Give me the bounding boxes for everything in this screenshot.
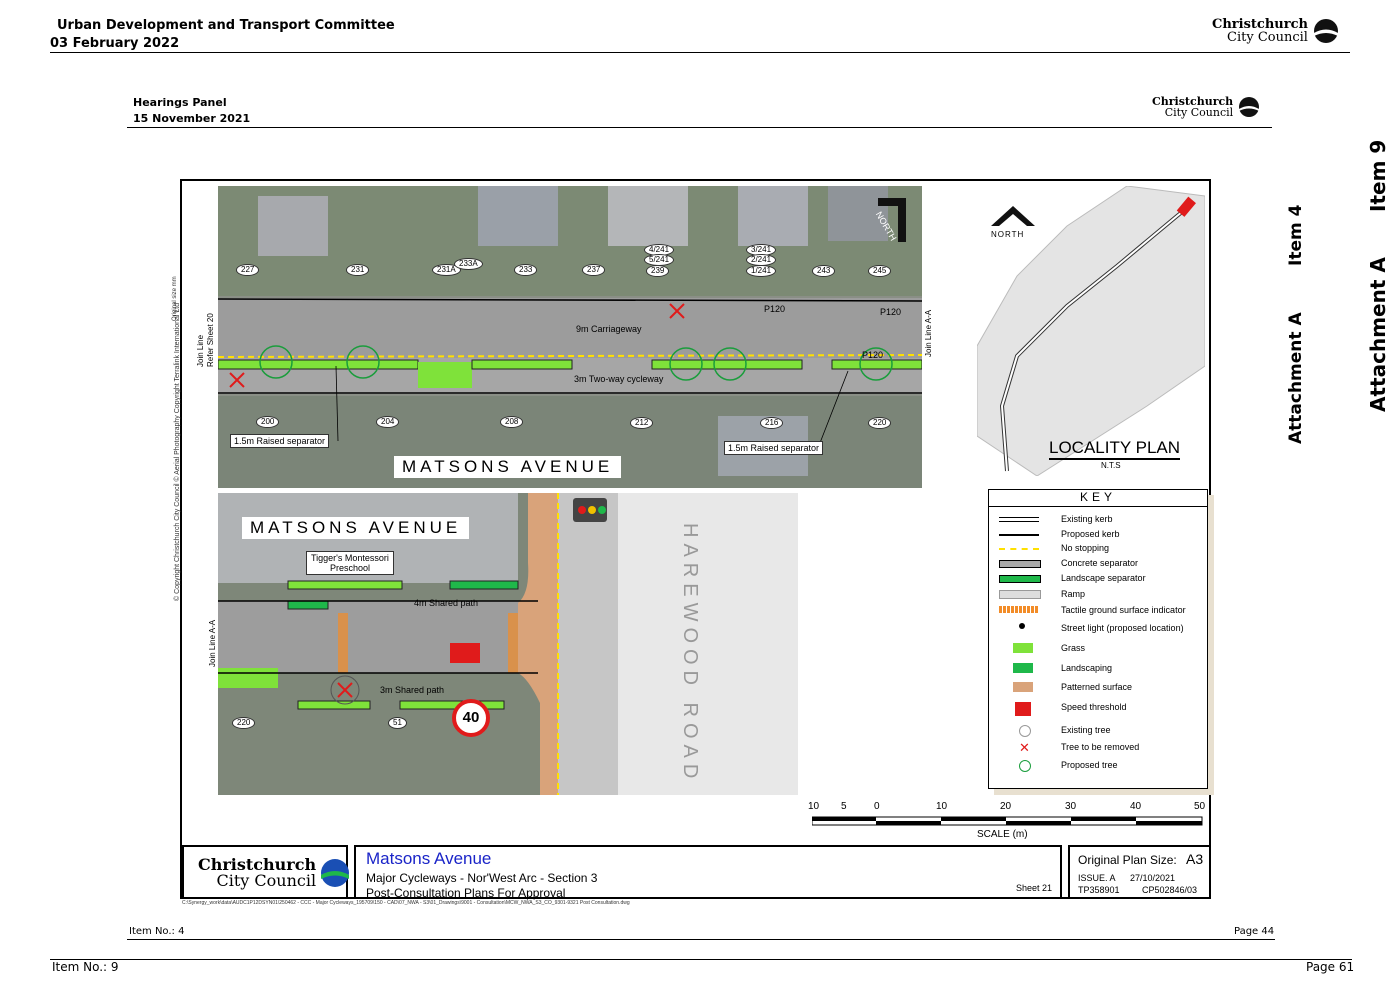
key-label: Street light (proposed location): [1061, 623, 1184, 633]
ccc-emblem-plan-icon: [319, 858, 351, 888]
grass-icon: [1013, 643, 1033, 653]
p120-label: P120: [880, 307, 902, 317]
key-label: Grass: [1061, 643, 1086, 653]
house-number: 220: [868, 417, 891, 429]
key-label: Speed threshold: [1061, 702, 1127, 712]
separator-callout-right: 1.5m Raised separator: [724, 441, 823, 455]
scale-tick: 5: [841, 801, 847, 812]
no-stopping-icon: [999, 548, 1039, 550]
landscaping-icon: [1013, 663, 1033, 673]
speed-limit-sign: 40: [452, 699, 490, 737]
side-item-outer: Item 9: [1366, 139, 1390, 212]
logo-plan-line2: City Council: [216, 871, 317, 890]
shared-path-4m: 4m Shared path: [414, 598, 479, 608]
concrete-separator-icon: [999, 560, 1041, 568]
house-number: 227: [236, 264, 259, 276]
top-aerial: [218, 186, 922, 488]
title-block-info: [1068, 845, 1211, 899]
scale-tick: 50: [1194, 801, 1206, 812]
key-label: Existing tree: [1061, 725, 1111, 735]
sheet-number: Sheet 21: [1015, 883, 1052, 893]
proposed-kerb-icon: [999, 534, 1039, 536]
panel-date: 15 November 2021: [133, 112, 251, 125]
tree-removed-icon: ✕: [1019, 740, 1030, 755]
existing-kerb-icon: [999, 517, 1039, 522]
house-number: 237: [582, 264, 605, 276]
patterned-surface-icon: [1013, 682, 1033, 692]
side-item-inner: Item 4: [1286, 204, 1306, 266]
key-label: Landscape separator: [1061, 573, 1146, 583]
landscape-separator-icon: [999, 575, 1041, 583]
key-item: [989, 605, 1207, 621]
key-legend: [988, 489, 1208, 789]
house-number: 51: [388, 717, 407, 729]
logo-line2: City Council: [1227, 30, 1308, 45]
join-line-right: Join Line A-A: [924, 309, 933, 357]
file-path: C:\Synergy_work\data\AUDC1P12DSYN01\250462 - CCC - Major Cycleways_195709\150 - CAD\07_NWA - S3\01_Drawings\9001 - Consultation\MCW_NWA_S3_CO_9301-9321 Post Consultation.dwg: [182, 900, 630, 906]
top-street-name: MATSONS AVENUE: [394, 456, 621, 478]
panel-title: Hearings Panel: [133, 96, 227, 109]
footer-outer-rule: [50, 959, 1352, 960]
locality-plan: [977, 186, 1205, 476]
house-number: 204: [376, 416, 399, 428]
logo-inner-line2: City Council: [1164, 106, 1234, 119]
orig-size-label: Original Plan Size:: [1078, 853, 1177, 867]
house-number: 2/241: [746, 254, 776, 266]
house-number: 5/241: [644, 254, 674, 266]
key-item: [989, 623, 1207, 639]
key-label: Existing kerb: [1061, 514, 1113, 524]
house-number: 4/241: [644, 244, 674, 256]
house-number: 208: [500, 416, 523, 428]
ccc-emblem-icon: [1311, 18, 1341, 44]
scale-tick: 20: [1000, 801, 1012, 812]
speed-threshold-icon: [1015, 702, 1031, 716]
house-number: 216: [760, 417, 783, 429]
scale-bar: [808, 801, 1206, 841]
footer-outer-item: Item No.: 9: [52, 960, 119, 974]
scale-tick: 10: [936, 801, 948, 812]
key-item: [989, 742, 1207, 758]
bottom-aerial: [218, 493, 798, 795]
footer-inner-page: Page 44: [1234, 926, 1275, 937]
cycleway-label: 3m Two-way cycleway: [574, 374, 664, 384]
key-label: Tactile ground surface indicator: [1061, 605, 1186, 615]
scale-bar-drawing: [812, 815, 1204, 829]
ccc-emblem-inner-icon: [1236, 96, 1262, 118]
logo-plan-line1: Christchurch: [198, 855, 317, 874]
key-item: [989, 543, 1207, 559]
key-title: KEY: [989, 490, 1207, 507]
house-number: 220: [232, 717, 255, 729]
orig-size-value: A3: [1186, 851, 1204, 867]
side-attachment-inner: Attachment A: [1286, 312, 1306, 444]
tp-number: TP358901: [1078, 885, 1120, 895]
copyright-note: © Copyright Christchurch City Council © Aerial Photography Copyright Terralink International Ltd: [174, 302, 181, 601]
house-number: 233A: [454, 258, 483, 270]
house-number: 212: [630, 417, 653, 429]
street-light-icon: [1019, 623, 1025, 629]
key-label: Patterned surface: [1061, 682, 1133, 692]
key-label: Proposed tree: [1061, 760, 1118, 770]
key-label: Concrete separator: [1061, 558, 1139, 568]
cp-number: CP502846/03: [1142, 885, 1198, 895]
house-number: 231: [346, 264, 369, 276]
bottom-street-name: MATSONS AVENUE: [242, 517, 469, 539]
locality-title: LOCALITY PLAN: [1049, 438, 1180, 460]
issue-date: 27/10/2021: [1130, 873, 1176, 883]
p120-label: P120: [764, 304, 786, 314]
project-title: Matsons Avenue: [366, 849, 492, 868]
issue-label: ISSUE. A: [1078, 873, 1116, 883]
scale-tick: 40: [1130, 801, 1142, 812]
key-label: Ramp: [1061, 589, 1086, 599]
existing-tree-icon: [1019, 725, 1031, 737]
scale-label: SCALE (m): [977, 829, 1028, 840]
tactile-indicator-icon: [999, 606, 1039, 613]
key-item: [989, 760, 1207, 776]
footer-inner-item: Item No.: 4: [129, 926, 185, 937]
p120-label: P120: [862, 350, 884, 360]
key-item: [989, 573, 1207, 589]
proposed-tree-icon: [1019, 760, 1031, 772]
house-number: 243: [812, 265, 835, 277]
title-block-main: [354, 845, 1062, 899]
house-number: 245: [868, 265, 891, 277]
key-label: Landscaping: [1061, 663, 1113, 673]
preschool-label: Tigger's Montessori Preschool: [306, 551, 394, 575]
locality-north: NORTH: [991, 230, 1025, 239]
key-item: [989, 682, 1207, 698]
key-item: [989, 643, 1207, 659]
committee-date: 03 February 2022: [50, 36, 180, 51]
key-label: Tree to be removed: [1061, 742, 1140, 752]
scale-tick: 0: [874, 801, 880, 812]
svg-text:NORTH: NORTH: [873, 209, 899, 243]
original-size-note: Original size mm: [172, 276, 178, 321]
house-number: 231A: [432, 264, 461, 276]
key-item: [989, 725, 1207, 741]
key-item: [989, 514, 1207, 530]
key-item: [989, 558, 1207, 574]
house-number: 233: [514, 264, 537, 276]
side-road-name: HAREWOOD ROAD: [679, 523, 701, 785]
committee-title: Urban Development and Transport Committee: [57, 18, 395, 33]
key-item: [989, 663, 1207, 679]
key-item: [989, 589, 1207, 605]
house-number: 3/241: [746, 244, 776, 256]
house-number: 239: [646, 265, 669, 277]
ccc-logo-outer: [1212, 18, 1341, 44]
north-arrow-top-icon: [872, 194, 914, 251]
plan-frame: [172, 179, 1211, 900]
footer-inner-rule: [127, 939, 1275, 940]
join-line-bottom: Join Line A-A: [208, 619, 217, 667]
scale-tick: 30: [1065, 801, 1077, 812]
outer-header-rule: [50, 52, 1350, 53]
ramp-icon: [999, 590, 1041, 599]
project-line1: Major Cycleways - Nor'West Arc - Section 3: [366, 871, 598, 885]
inner-header-rule: [127, 127, 1272, 128]
scale-tick: 10: [808, 801, 820, 812]
footer-outer-page: Page 61: [1306, 960, 1355, 974]
project-line2: Post-Consultation Plans For Approval: [366, 886, 566, 900]
key-item: [989, 702, 1207, 718]
key-label: Proposed kerb: [1061, 529, 1120, 539]
logo-inner-line1: Christchurch: [1152, 95, 1234, 108]
house-number: 1/241: [746, 265, 776, 277]
ccc-logo-plan: [198, 857, 351, 889]
house-number: 200: [256, 416, 279, 428]
carriageway-label: 9m Carriageway: [576, 324, 642, 334]
ccc-logo-inner: [1152, 96, 1262, 118]
logo-line1: Christchurch: [1212, 17, 1308, 32]
locality-nts: N.T.S: [1101, 461, 1121, 470]
separator-callout-left: 1.5m Raised separator: [230, 434, 329, 448]
title-block-logo: [182, 845, 348, 899]
side-attachment-outer: Attachment A: [1366, 257, 1390, 412]
key-label: No stopping: [1061, 543, 1110, 553]
shared-path-3m: 3m Shared path: [380, 685, 445, 695]
join-line-left: Join Line Refer Sheet 20: [196, 313, 215, 367]
